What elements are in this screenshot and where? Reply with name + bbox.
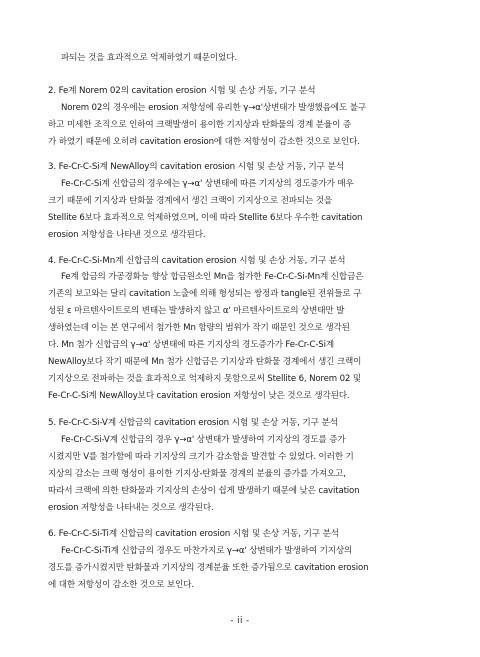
section-heading-6: 6. Fe-Cr-C-Si-Ti계 신합금의 cavitation erosion 시험 및 손상 거동, 기구 분석: [48, 529, 340, 539]
section-heading-5: 5. Fe-Cr-C-Si-V계 신합금의 cavitation erosion 시험 및 손상 거동, 기구 분석: [48, 418, 338, 428]
section-heading-3: 3. Fe-Cr-C-Si계 NewAlloy의 cavitation erosion 시험 및 손상 거동, 기구 분석: [48, 162, 344, 172]
section-4-line-2: 기존의 보고와는 달리 cavitation 노출에 의해 형성되는 쌍정과 tangle된 전위들로 구: [48, 289, 362, 299]
section-5-line-2: 시켰지만 V를 첨가함에 따라 기지상의 크기가 감소함을 발견할 수 있었다. 이러한 기: [48, 452, 354, 462]
section-3-line-2: 크기 때문에 기지상과 탄화물 경계에서 생긴 크랙이 기지상으로 전파되는 것을: [48, 196, 333, 206]
section-5-line-1: Fe-Cr-C-Si-V계 신합금의 경우 γ→α' 상변태가 발생하여 기지상의 경도를 증가: [61, 435, 346, 445]
intro-text-line: 파되는 것을 효과적으로 억제하였기 때문이었다.: [61, 53, 237, 63]
section-2-line-2: 하고 미세한 조직으로 인하여 크랙발생이 용이한 기지상과 탄화물의 경계 분율이 증: [48, 120, 351, 130]
section-4-line-3: 성된 ε 마르텐사이트로의 변태는 발생하지 않고 α' 마르텐사이트로의 상변태만 발: [48, 306, 345, 316]
section-6-line-1: Fe-Cr-C-Si-Ti계 신합금의 경우도 마찬가지로 γ→α' 상변태가 발생하여 기지상의: [61, 546, 353, 556]
section-heading-2: 2. Fe계 Norem 02의 cavitation erosion 시험 및 손상 거동, 기구 분석: [48, 86, 316, 96]
section-6-line-2: 경도를 증가시켰지만 탄화물과 기지상의 경계분율 또한 증가됨으로 cavitation erosion: [48, 563, 369, 573]
section-4-line-4: 생하였는데 이는 본 연구에서 첨가한 Mn 함량의 범위가 작기 때문인 것으로 생각된: [48, 323, 350, 333]
section-3-line-3: Stellite 6보다 효과적으로 억제하였으며, 이에 따라 Stellite 6보다 우수한 cavitation: [48, 213, 363, 223]
section-4-line-8: Fe-Cr-C-Si계 NewAlloy보다 cavitation erosion 저항성이 낮은 것으로 생각된다.: [48, 391, 350, 401]
section-4-line-1: Fe계 합금의 가공경화능 향상 합금원소인 Mn을 첨가한 Fe-Cr-C-Si-Mn계 신합금은: [61, 272, 364, 282]
section-2-line-3: 가 하였기 때문에 오히려 cavitation erosion에 대한 저항성이 감소한 것으로 보인다.: [48, 137, 360, 147]
section-5-line-3: 지상의 감소는 크랙 형성이 용이한 기지상-탄화물 경계의 분율의 증가를 가져오고,: [48, 469, 346, 479]
section-6-line-3: 에 대한 저항성이 감소한 것으로 보인다.: [48, 580, 194, 590]
section-4-line-6: NewAlloy보다 작기 때문에 Mn 첨가 신합금은 기지상과 탄화물 경계에서 생긴 크랙이: [48, 357, 362, 367]
section-3-line-1: Fe-Cr-C-Si계 신합금의 경우에는 γ→α' 상변태에 따른 기지상의 경도증가가 매우: [61, 179, 354, 189]
section-5-line-4: 따라서 크랙에 의한 탄화물과 기지상의 손상이 쉽게 발생하기 때문에 낮은 cavitation: [48, 486, 360, 496]
section-4-line-7: 기지상으로 전파하는 것을 효과적으로 억제하지 못함으로써 Stellite 6, Norem 02 및: [48, 374, 361, 384]
section-5-line-5: erosion 저항성을 나타내는 것으로 생각된다.: [48, 503, 214, 513]
section-3-line-4: erosion 저항성을 나타낸 것으로 생각된다.: [48, 230, 206, 240]
section-heading-4: 4. Fe-Cr-C-Si-Mn계 신합금의 cavitation erosion 시험 및 손상 거동, 기구 분석: [48, 256, 346, 266]
section-2-line-1: Norem 02의 경우에는 erosion 저항성에 유리한 γ→α'상변태가 발생했음에도 불구: [61, 103, 366, 113]
page-number: - ii -: [230, 616, 250, 626]
section-4-line-5: 다. Mn 첨가 신합금의 γ→α' 상변태에 따른 기지상의 경도증가가 Fe-Cr-C-Si계: [48, 340, 334, 350]
